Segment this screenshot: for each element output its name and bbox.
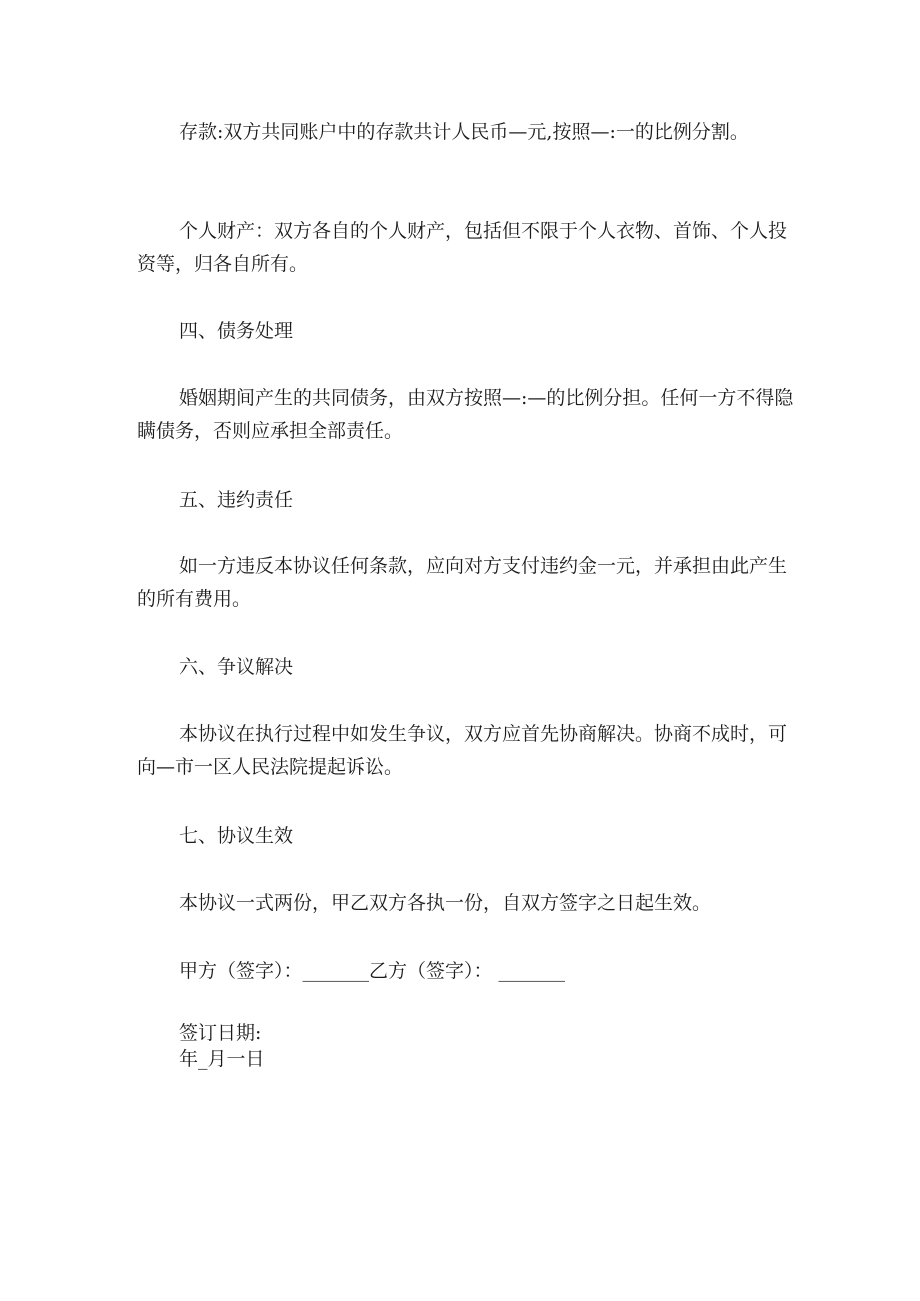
paragraph-debt: 婚姻期间产生的共同债务，由双方按照—:—的比例分担。任何一方不得隐瞒债务，否则应承担全部责任。 [137, 387, 794, 442]
paragraph-deposit: 存款:双方共同账户中的存款共计人民币—元,按照—:一的比例分割。 [179, 121, 749, 143]
section-heading-debt: 四、债务处理 [179, 320, 294, 342]
section-heading-dispute: 六、争议解决 [179, 656, 294, 678]
signature-line: 甲方（签字）：_______乙方（签字）： _______ [179, 960, 566, 982]
signing-date-label: 签订日期: [179, 1022, 262, 1044]
section-heading-breach: 五、违约责任 [179, 489, 294, 511]
paragraph-dispute: 本协议在执行过程中如发生争议，双方应首先协商解决。协商不成时，可向—市一区人民法院提起诉讼。 [137, 723, 788, 778]
signing-date-value: 年_月一日 [179, 1048, 265, 1070]
paragraph-effect: 本协议一式两份，甲乙双方各执一份，自双方签字之日起生效。 [179, 892, 712, 914]
paragraph-personal-property: 个人财产：双方各自的个人财产，包括但不限于个人衣物、首饰、个人投资等，归各自所有。 [137, 220, 788, 275]
paragraph-breach: 如一方违反本协议任何条款，应向对方支付违约金一元，并承担由此产生的所有费用。 [137, 555, 788, 610]
section-heading-effect: 七、协议生效 [179, 825, 294, 847]
